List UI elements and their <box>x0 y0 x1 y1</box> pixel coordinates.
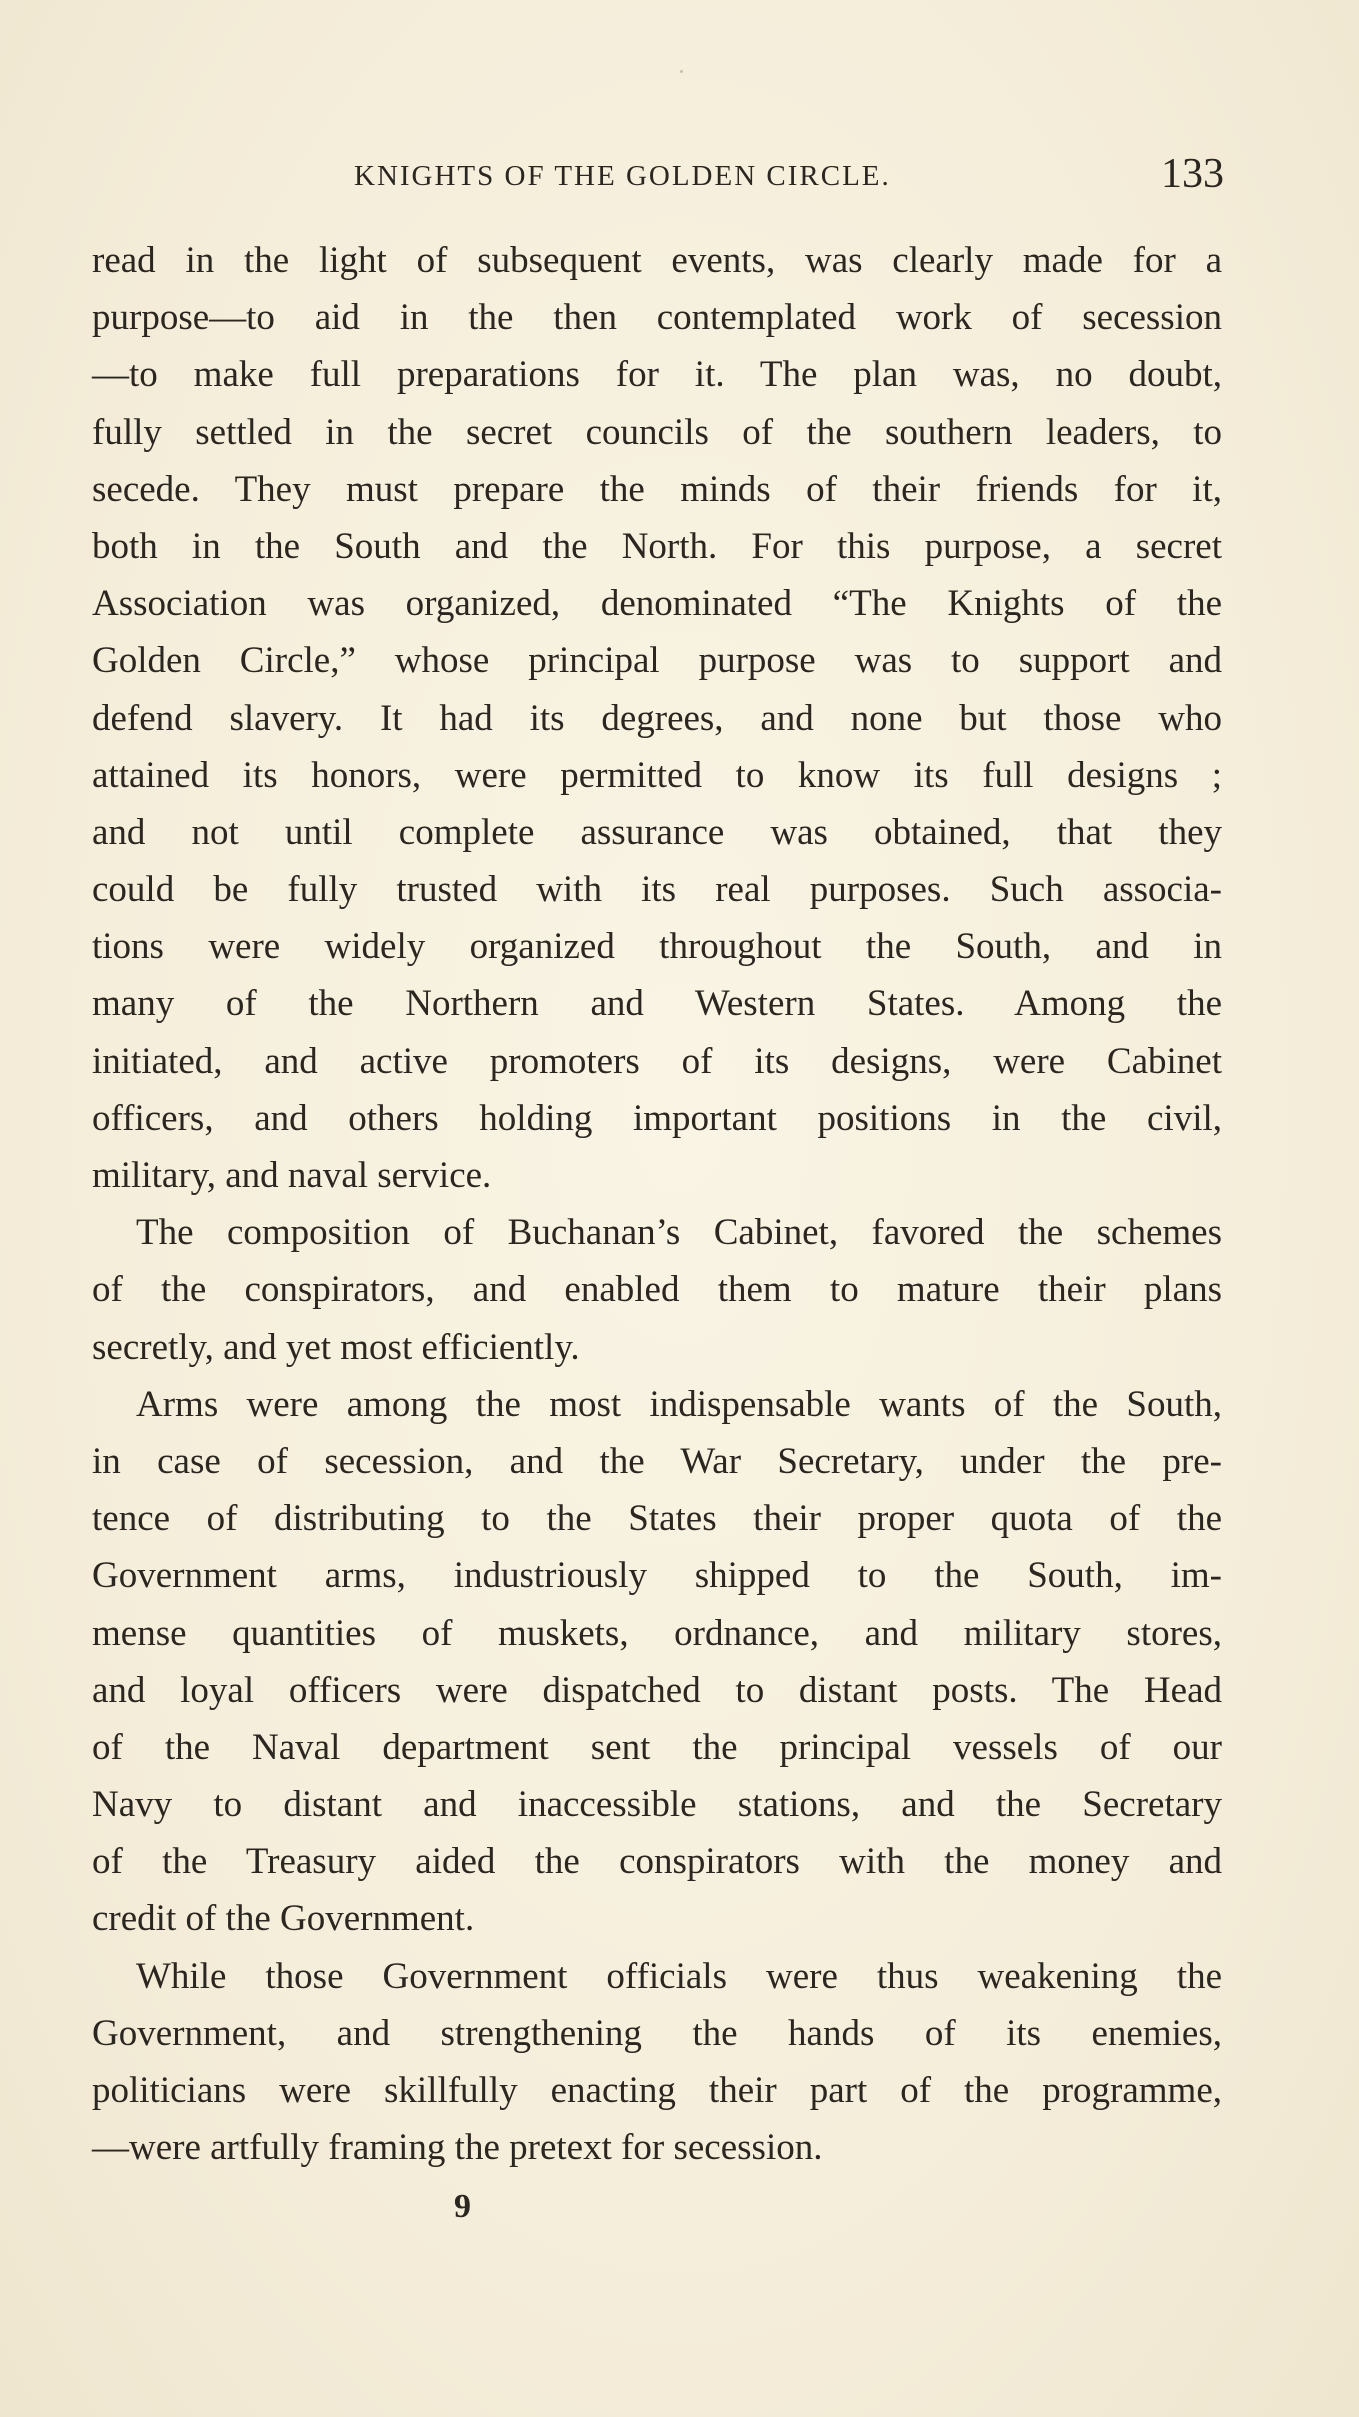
paragraph <box>92 1376 1222 1948</box>
page-number: 133 <box>1161 151 1224 197</box>
signature-mark: 9 <box>454 2188 471 2225</box>
text-line: politicians were skillfully enacting their part of the programme, <box>92 2070 1222 2111</box>
text-line: read in the light of subsequent events, was clearly made for a <box>92 240 1222 281</box>
text-line: of the Naval department sent the principal vessels of our <box>92 1726 1222 1768</box>
text-line: many of the Northern and Western States. Among the <box>92 983 1222 1025</box>
text-line: both in the South and the North. For this purpose, a secret <box>92 525 1222 567</box>
text-line: Golden Circle,” whose principal purpose was to support and <box>92 640 1222 682</box>
text-line: of the conspirators, and enabled them to mature their plans <box>92 1269 1222 1311</box>
text-line: mense quantities of muskets, ordnance, and military stores, <box>92 1612 1222 1654</box>
text-line: defend slavery. It had its degrees, and none but those who <box>92 697 1222 739</box>
text-line: tions were widely organized throughout the South, and in <box>92 926 1222 968</box>
text-line: military, and naval service. <box>92 1155 492 1196</box>
text-line: and loyal officers were dispatched to distant posts. The Head <box>92 1669 1222 1711</box>
text-line: The composition of Buchanan’s Cabinet, favored the schemes <box>136 1212 1222 1254</box>
text-line: —to make full preparations for it. The plan was, no doubt, <box>92 354 1222 396</box>
text-line: Government, and strengthening the hands of its enemies, <box>92 2012 1222 2054</box>
body-text <box>92 232 1222 2176</box>
paper-speck <box>680 70 683 73</box>
text-line: fully settled in the secret councils of the southern leaders, to <box>92 411 1222 453</box>
running-title: KNIGHTS OF THE GOLDEN CIRCLE. <box>354 160 891 192</box>
text-line: —were artfully framing the pretext for secession. <box>92 2127 823 2169</box>
text-line: credit of the Government. <box>92 1898 475 1940</box>
text-line: While those Government officials were thus weakening the <box>136 1955 1222 1997</box>
text-line: initiated, and active promoters of its designs, were Cabinet <box>92 1040 1222 1082</box>
text-line: could be fully trusted with its real purposes. Such associa- <box>92 869 1222 911</box>
text-line: attained its honors, were permitted to know its full designs ; <box>92 754 1222 796</box>
text-line: officers, and others holding important positions in the civil, <box>92 1097 1222 1139</box>
text-line: Arms were among the most indispensable wants of the South, <box>136 1383 1222 1425</box>
paragraph <box>92 1948 1222 2177</box>
text-line: tence of distributing to the States their proper quota of the <box>92 1498 1222 1540</box>
text-line: secede. They must prepare the minds of their friends for it, <box>92 468 1222 510</box>
text-line: and not until complete assurance was obtained, that they <box>92 811 1222 853</box>
text-line: of the Treasury aided the conspirators with the money and <box>92 1841 1222 1883</box>
text-line: purpose—to aid in the then contemplated work of secession <box>92 297 1222 339</box>
text-line: Association was organized, denominated “The Knights of the <box>92 583 1222 625</box>
paragraph <box>92 232 1222 1204</box>
text-line: in case of secession, and the War Secretary, under the pre- <box>92 1440 1222 1482</box>
text-line: Navy to distant and inaccessible stations, and the Secretary <box>92 1784 1222 1826</box>
text-line: secretly, and yet most efficiently. <box>92 1326 580 1368</box>
paragraph <box>92 1204 1222 1376</box>
running-head <box>94 150 1224 200</box>
text-line: Government arms, industriously shipped to the South, im- <box>92 1555 1222 1597</box>
